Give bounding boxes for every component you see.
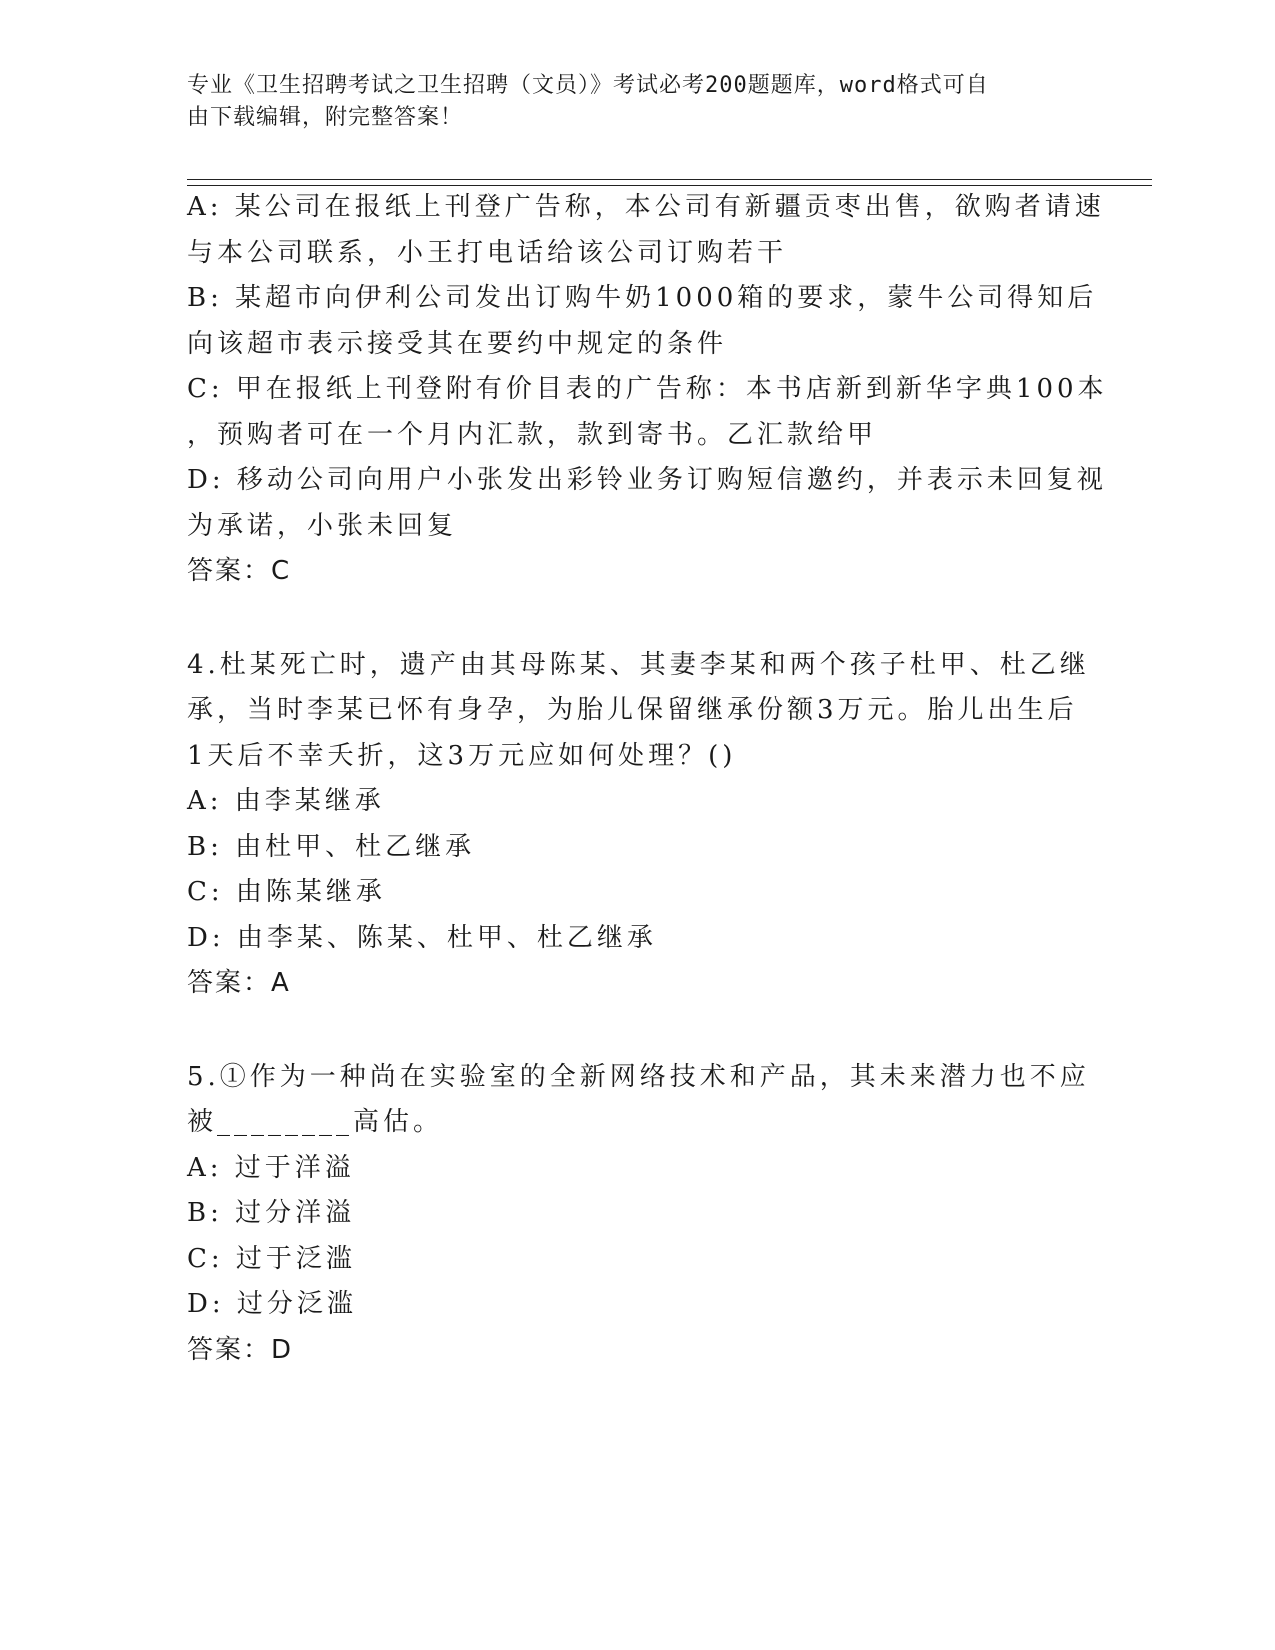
header-line-1: 专业《卫生招聘考试之卫生招聘（文员）》考试必考200题题库，word格式可自 (187, 73, 989, 98)
option-text-line: 与本公司联系，小王打电话给该公司订购若干 (187, 237, 788, 268)
answer-label: 答案：A (187, 968, 291, 998)
header-line-2: 由下载编辑，附完整答案！ (187, 105, 464, 130)
answer-label: 答案：D (187, 1334, 294, 1365)
option-d: D: 过分泛滥 (187, 1289, 357, 1319)
question-3-block (187, 185, 1108, 595)
option-b: B: 过分洋溢 (187, 1198, 356, 1228)
question-stem-line: 4.杜某死亡时，遗产由其母陈某、其妻李某和两个孩子杜甲、杜乙继 (187, 649, 1090, 680)
question-stem-line: 5.①作为一种尚在实验室的全新网络技术和产品，其未来潜力也不应 (187, 1061, 1090, 1092)
option-a: A: 过于洋溢 (187, 1152, 355, 1183)
option-text-line: C: 甲在报纸上刊登附有价目表的广告称：本书店新到新华字典100本 (187, 374, 1108, 404)
spacer (187, 1007, 1087, 1055)
question-content (187, 185, 1108, 1373)
option-text-line: B: 某超市向伊利公司发出订购牛奶1000箱的要求，蒙牛公司得知后 (187, 283, 1098, 313)
option-c: C: 过于泛滥 (187, 1243, 356, 1274)
question-5-block (187, 1055, 1090, 1374)
question-stem-line: 1天后不幸夭折，这3万元应如何处理？() (187, 740, 737, 771)
document-header (187, 70, 1087, 134)
option-b: B: 由杜甲、杜乙继承 (187, 831, 476, 862)
option-text-line: 为承诺，小张未回复 (187, 510, 458, 541)
question-stem-line: 承，当时李某已怀有身孕，为胎儿保留继承份额3万元。胎儿出生后 (187, 695, 1078, 725)
option-a: A: 由李某继承 (187, 786, 385, 816)
question-4-block (187, 643, 1090, 1007)
option-c: C: 由陈某继承 (187, 877, 386, 907)
header-divider-top (187, 179, 1152, 180)
option-text-line: D: 移动公司向用户小张发出彩铃业务订购短信邀约，并表示未回复视 (187, 465, 1107, 495)
option-text-line: 向该超市表示接受其在要约中规定的条件 (187, 328, 728, 359)
option-text-line: ，预购者可在一个月内汇款，款到寄书。乙汇款给甲 (187, 419, 878, 450)
option-text-line: A: 某公司在报纸上刊登广告称，本公司有新疆贡枣出售，欲购者请速 (187, 192, 1105, 222)
answer-label: 答案：C (187, 556, 292, 586)
spacer (187, 595, 1087, 643)
option-d: D: 由李某、陈某、杜甲、杜乙继承 (187, 922, 657, 953)
question-stem-line: 被________高估。 (187, 1107, 444, 1137)
